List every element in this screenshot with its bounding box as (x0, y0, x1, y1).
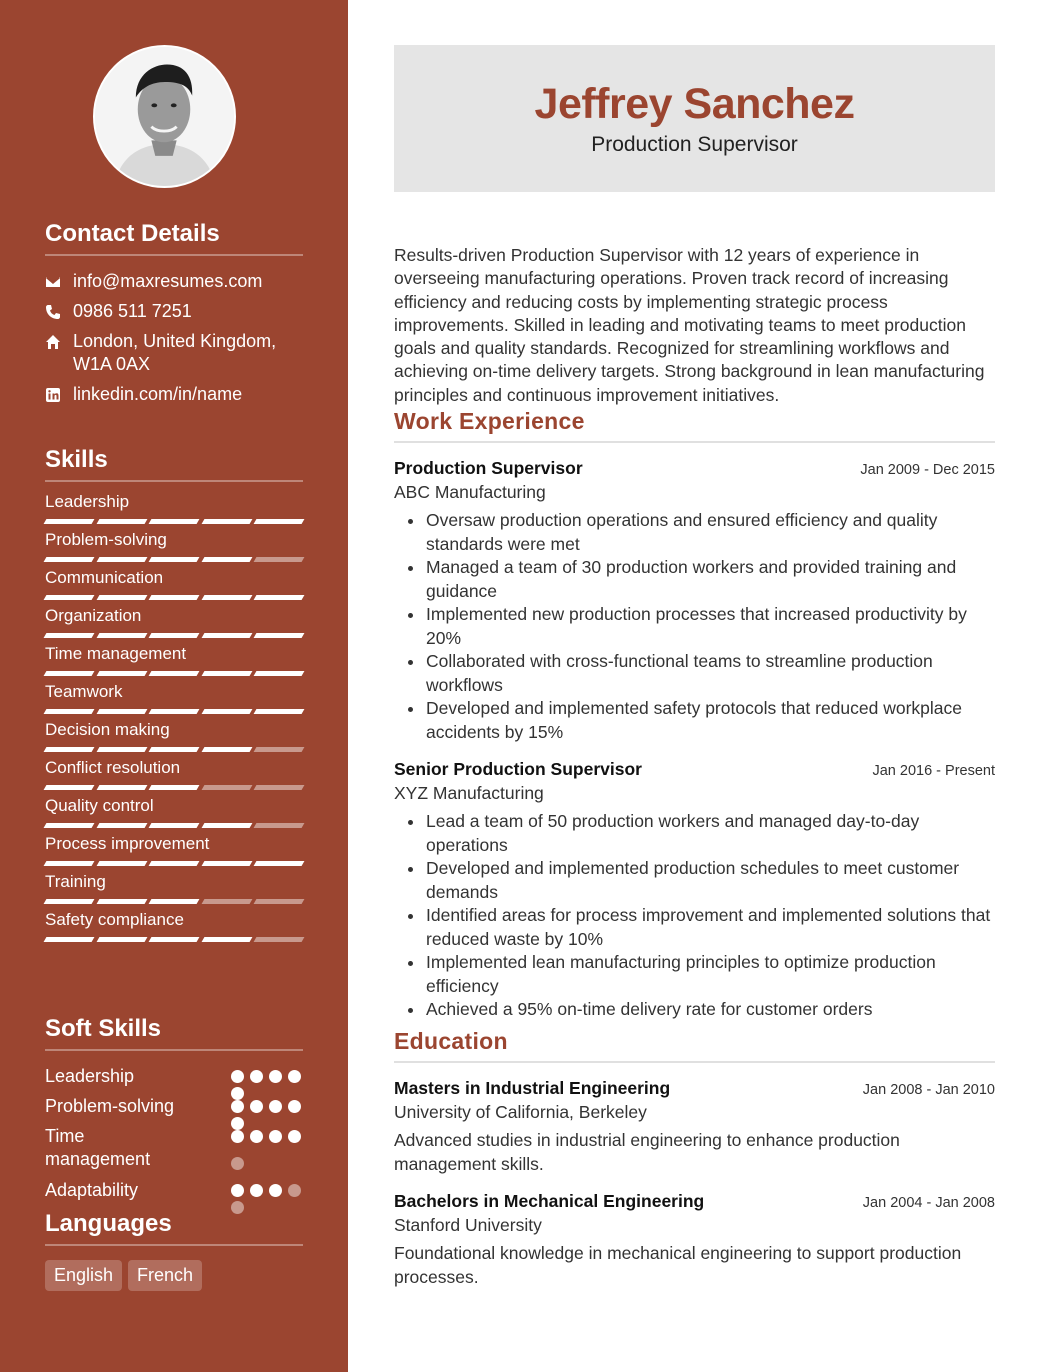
contact-heading: Contact Details (45, 220, 303, 256)
company-name: ABC Manufacturing (394, 482, 546, 502)
skill-level-bar (45, 785, 303, 790)
skill-level-segment (96, 709, 146, 714)
skill-level-segment (254, 899, 304, 904)
candidate-name: Jeffrey Sanchez (534, 80, 855, 128)
skill-level-segment (149, 633, 199, 638)
rating-dot (269, 1100, 282, 1113)
work-experience-heading: Work Experience (394, 408, 995, 443)
home-icon (45, 330, 73, 353)
education-entry (394, 1077, 995, 1176)
skill-name: Safety compliance (45, 910, 184, 929)
rating-dot (231, 1184, 244, 1197)
sidebar (0, 0, 348, 1372)
skill-level-segment (149, 785, 199, 790)
job-bullet: Developed and implemented production schedules to meet customer demands (394, 857, 995, 904)
skill-level-bar (45, 557, 303, 562)
skill-name: Conflict resolution (45, 758, 181, 777)
skill-level-segment (149, 861, 199, 866)
skill-level-segment (96, 823, 146, 828)
job-bullets (394, 810, 995, 1022)
skill-level-segment (254, 671, 304, 676)
contact-email-text: info@maxresumes.com (73, 271, 263, 291)
contact-list (45, 270, 303, 406)
contact-phone-text: 0986 511 7251 (73, 301, 192, 321)
job-bullet: Lead a team of 50 production workers and managed day-to-day operations (394, 810, 995, 857)
contact-address (45, 330, 303, 376)
soft-skill-rating (231, 1065, 303, 1095)
soft-skill-rating (231, 1125, 303, 1179)
skill-level-segment (201, 937, 251, 942)
soft-skill-name: Adaptability (45, 1180, 139, 1200)
skill-level-segment (44, 899, 94, 904)
skill-level-segment (254, 595, 304, 600)
soft-skill-name: Time management (45, 1126, 151, 1169)
skill-name: Training (45, 872, 106, 891)
skill-level-bar (45, 747, 303, 752)
skill-level-segment (44, 747, 94, 752)
skills-heading: Skills (45, 446, 303, 482)
contact-section (45, 220, 303, 413)
skill-level-bar (45, 861, 303, 866)
skill-level-bar (45, 519, 303, 524)
skill-level-bar (45, 823, 303, 828)
rating-dot (231, 1157, 244, 1170)
skill-item (45, 833, 303, 866)
education-dates: Jan 2004 - Jan 2008 (862, 1195, 995, 1211)
skill-level-bar (45, 595, 303, 600)
skill-item (45, 567, 303, 600)
skill-level-segment (96, 633, 146, 638)
rating-dot (269, 1130, 282, 1143)
skill-level-segment (44, 519, 94, 524)
skill-level-segment (96, 785, 146, 790)
profile-summary: Results-driven Production Supervisor with 12 years of experience in overseeing manufacturing operations. Proven track record of increasing efficiency and reducing costs by implementing strategic process improvements. Skilled in leading and motivating teams to meet production goals and quality standards. Recognized for streamlining workflows and achieving on-time delivery targets. Strong background in lean manufacturing principles and continuous improvement initiatives. (394, 245, 985, 405)
skill-level-bar (45, 671, 303, 676)
skill-level-segment (149, 937, 199, 942)
skill-level-segment (44, 861, 94, 866)
rating-dot (288, 1100, 301, 1113)
rating-dot (250, 1100, 263, 1113)
skill-level-segment (149, 671, 199, 676)
skills-section (45, 446, 303, 942)
skill-level-segment (96, 671, 146, 676)
phone-icon (45, 300, 73, 323)
skill-item (45, 643, 303, 676)
skill-item (45, 871, 303, 904)
language-tag: French (128, 1260, 202, 1291)
skill-item (45, 909, 303, 942)
degree-title: Bachelors in Mechanical Engineering (394, 1191, 705, 1211)
skill-name: Time management (45, 644, 187, 663)
education-entry (394, 1190, 995, 1289)
skill-level-segment (96, 595, 146, 600)
skill-level-segment (201, 671, 251, 676)
job-dates: Jan 2009 - Dec 2015 (860, 462, 995, 478)
skill-level-segment (149, 709, 199, 714)
skill-level-segment (149, 595, 199, 600)
skill-level-segment (44, 671, 94, 676)
languages-heading: Languages (45, 1210, 303, 1246)
soft-skills-heading: Soft Skills (45, 1015, 303, 1051)
job-bullet: Achieved a 95% on-time delivery rate for customer orders (394, 998, 995, 1022)
contact-email[interactable] (45, 270, 303, 293)
skill-level-segment (96, 937, 146, 942)
skill-item (45, 529, 303, 562)
skill-level-segment (254, 861, 304, 866)
skill-level-segment (254, 633, 304, 638)
soft-skill-name: Problem-solving (45, 1096, 175, 1116)
soft-skill-row (45, 1065, 303, 1095)
skill-item (45, 757, 303, 790)
education-description: Foundational knowledge in mechanical engineering to support production processes. (394, 1243, 962, 1287)
job-bullet: Managed a team of 30 production workers and provided training and guidance (394, 556, 995, 603)
resume-header (394, 45, 995, 192)
linkedin-icon (45, 383, 73, 406)
skill-level-segment (201, 709, 251, 714)
education-section (394, 1028, 995, 1289)
skill-level-bar (45, 633, 303, 638)
skill-level-segment (201, 519, 251, 524)
job-bullet: Implemented lean manufacturing principles to optimize production efficiency (394, 951, 995, 998)
avatar (93, 45, 236, 188)
soft-skill-rating (231, 1095, 303, 1125)
skill-level-segment (201, 899, 251, 904)
work-entry (394, 457, 995, 744)
education-description: Advanced studies in industrial engineering to enhance production management skills. (394, 1130, 900, 1174)
skill-level-bar (45, 937, 303, 942)
skills-list (45, 491, 303, 942)
skill-level-bar (45, 899, 303, 904)
school-name: Stanford University (394, 1215, 542, 1235)
skill-level-segment (201, 633, 251, 638)
contact-linkedin-text: linkedin.com/in/name (73, 384, 243, 404)
school-name: University of California, Berkeley (394, 1102, 647, 1122)
candidate-title: Production Supervisor (591, 133, 798, 156)
skill-level-segment (201, 823, 251, 828)
rating-dot (231, 1070, 244, 1083)
skill-level-segment (96, 899, 146, 904)
degree-title: Masters in Industrial Engineering (394, 1078, 671, 1098)
skill-name: Communication (45, 568, 164, 587)
language-tags (45, 1260, 303, 1291)
job-bullets (394, 509, 995, 744)
skill-item (45, 719, 303, 752)
skill-level-segment (44, 595, 94, 600)
skill-level-segment (96, 747, 146, 752)
job-title: Production Supervisor (394, 458, 583, 478)
skill-level-segment (254, 937, 304, 942)
skill-name: Leadership (45, 492, 130, 511)
company-name: XYZ Manufacturing (394, 783, 544, 803)
work-experience-section (394, 408, 995, 1022)
skill-level-bar (45, 709, 303, 714)
skill-level-segment (201, 557, 251, 562)
skill-level-segment (254, 519, 304, 524)
contact-phone[interactable] (45, 300, 303, 323)
skill-level-segment (201, 595, 251, 600)
soft-skills-list (45, 1065, 303, 1209)
skill-name: Decision making (45, 720, 170, 739)
rating-dot (250, 1184, 263, 1197)
skill-level-segment (44, 823, 94, 828)
work-entry (394, 758, 995, 1022)
skill-name: Process improvement (45, 834, 210, 853)
language-tag: English (45, 1260, 122, 1291)
skill-level-segment (44, 709, 94, 714)
skill-level-segment (96, 519, 146, 524)
skill-level-segment (44, 633, 94, 638)
skill-name: Problem-solving (45, 530, 167, 549)
skill-level-segment (201, 747, 251, 752)
skill-level-segment (44, 937, 94, 942)
education-heading: Education (394, 1028, 995, 1063)
job-title: Senior Production Supervisor (394, 759, 642, 779)
skill-level-segment (201, 861, 251, 866)
skill-item (45, 491, 303, 524)
skill-level-segment (254, 823, 304, 828)
skill-item (45, 795, 303, 828)
skill-level-segment (149, 519, 199, 524)
job-bullet: Oversaw production operations and ensured efficiency and quality standards were met (394, 509, 995, 556)
education-dates: Jan 2008 - Jan 2010 (862, 1082, 995, 1098)
skill-level-segment (254, 557, 304, 562)
soft-skill-name: Leadership (45, 1066, 135, 1086)
rating-dot (288, 1070, 301, 1083)
skill-level-segment (149, 747, 199, 752)
skill-name: Teamwork (45, 682, 123, 701)
skill-level-segment (254, 747, 304, 752)
skill-level-segment (44, 557, 94, 562)
rating-dot (269, 1070, 282, 1083)
rating-dot (288, 1130, 301, 1143)
profile-photo (95, 47, 234, 186)
skill-level-segment (254, 709, 304, 714)
rating-dot (269, 1184, 282, 1197)
job-bullet: Developed and implemented safety protocols that reduced workplace accidents by 15% (394, 697, 995, 744)
skill-level-segment (96, 557, 146, 562)
soft-skill-row (45, 1095, 303, 1125)
rating-dot (231, 1100, 244, 1113)
skill-item (45, 605, 303, 638)
rating-dot (250, 1070, 263, 1083)
soft-skills-section (45, 1015, 303, 1209)
rating-dot (250, 1130, 263, 1143)
skill-level-segment (149, 557, 199, 562)
skill-name: Quality control (45, 796, 154, 815)
rating-dot (288, 1184, 301, 1197)
envelope-icon (45, 270, 73, 293)
rating-dot (231, 1130, 244, 1143)
skill-item (45, 681, 303, 714)
skill-level-segment (96, 861, 146, 866)
job-dates: Jan 2016 - Present (872, 763, 995, 779)
skill-level-segment (201, 785, 251, 790)
soft-skill-rating (231, 1179, 303, 1209)
skill-level-segment (149, 823, 199, 828)
skill-level-segment (149, 899, 199, 904)
languages-section (45, 1210, 303, 1291)
contact-linkedin[interactable] (45, 383, 303, 406)
soft-skill-row (45, 1125, 303, 1179)
job-bullet: Identified areas for process improvement and implemented solutions that reduced waste by 10% (394, 904, 995, 951)
skill-name: Organization (45, 606, 142, 625)
job-bullet: Implemented new production processes that increased productivity by 20% (394, 603, 995, 650)
contact-address-text: London, United Kingdom, W1A 0AX (73, 331, 277, 374)
job-bullet: Collaborated with cross-functional teams to streamline production workflows (394, 650, 995, 697)
soft-skill-row (45, 1179, 303, 1209)
skill-level-segment (44, 785, 94, 790)
skill-level-segment (254, 785, 304, 790)
